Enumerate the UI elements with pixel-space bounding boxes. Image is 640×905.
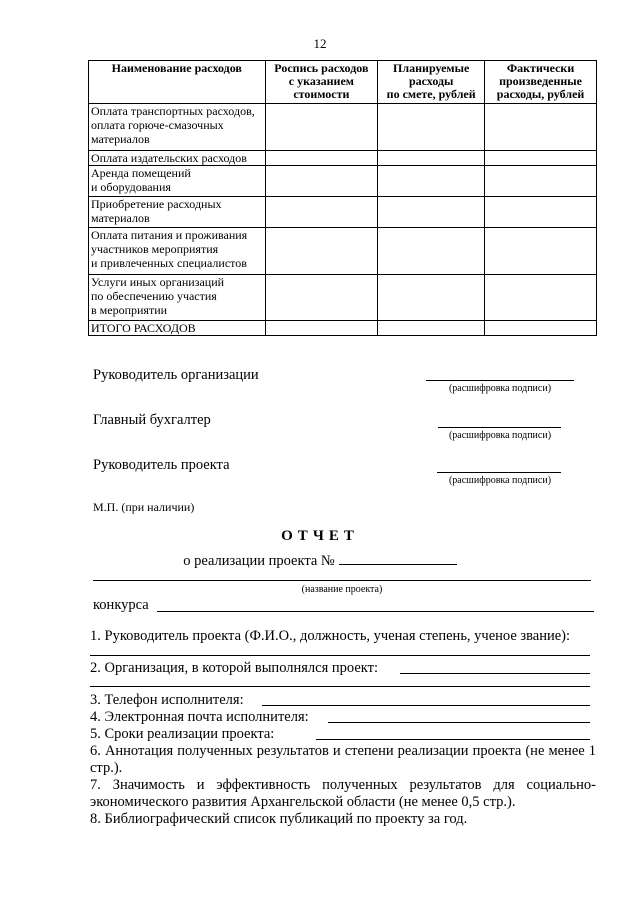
report-item-2: 2. Организация, в которой выполнялся проект: xyxy=(90,660,378,676)
report-item-5: 5. Сроки реализации проекта: xyxy=(90,726,275,742)
report-subtitle-text: о реализации проекта № xyxy=(183,553,335,569)
signature-line[interactable] xyxy=(438,427,561,428)
table-cell[interactable] xyxy=(485,321,597,336)
header-actual-expenses: Фактически произведенные расходы, рублей xyxy=(485,61,597,104)
stamp-note: М.П. (при наличии) xyxy=(93,500,195,514)
signature-line[interactable] xyxy=(426,380,574,381)
expenses-table xyxy=(88,60,597,336)
report-item-3: 3. Телефон исполнителя: xyxy=(90,692,244,708)
table-cell[interactable] xyxy=(485,197,597,228)
table-cell[interactable] xyxy=(378,275,485,321)
table-cell[interactable] xyxy=(265,228,378,275)
table-cell[interactable] xyxy=(485,166,597,197)
signature-line[interactable] xyxy=(437,472,561,473)
signature-hint: (расшифровка подписи) xyxy=(448,383,552,394)
project-name-hint: (название проекта) xyxy=(301,584,383,595)
report-item-7 xyxy=(90,777,596,811)
report-item-4: 4. Электронная почта исполнителя: xyxy=(90,709,309,725)
table-row xyxy=(89,166,597,197)
table-row xyxy=(89,151,597,166)
table-cell[interactable] xyxy=(265,275,378,321)
report-item-5-line[interactable] xyxy=(316,739,590,740)
table-cell[interactable] xyxy=(265,104,378,151)
table-cell[interactable] xyxy=(265,321,378,336)
page-number: 12 xyxy=(313,36,327,51)
report-item-8: 8. Библиографический список публикаций по проекту за год. xyxy=(90,811,468,827)
report-item-4-line[interactable] xyxy=(328,722,590,723)
row-label: Аренда помещений и оборудования xyxy=(89,166,266,197)
report-item-1-line[interactable] xyxy=(90,655,590,656)
row-label: Услуги иных организаций по обеспечению участия в мероприятии xyxy=(89,275,266,321)
signature-label-project-head: Руководитель проекта xyxy=(93,457,230,473)
table-cell[interactable] xyxy=(485,104,597,151)
report-item-3-line[interactable] xyxy=(262,705,590,706)
row-label: Оплата транспортных расходов, оплата горюче-смазочных материалов xyxy=(89,104,266,151)
signature-hint: (расшифровка подписи) xyxy=(448,475,552,486)
header-expense-name: Наименование расходов xyxy=(89,61,266,104)
table-cell[interactable] xyxy=(265,197,378,228)
table-row xyxy=(89,104,597,151)
report-item-7-text: 7. Значимость и эффективность полученных результатов для социально-экономического развития Архангельской области (не менее 0,5 стр.). xyxy=(90,777,596,810)
table-cell[interactable] xyxy=(485,275,597,321)
project-name-line[interactable] xyxy=(93,580,591,581)
table-row xyxy=(89,228,597,275)
table-cell[interactable] xyxy=(265,151,378,166)
contest-line[interactable] xyxy=(157,611,594,612)
row-label: Приобретение расходных материалов xyxy=(89,197,266,228)
table-cell[interactable] xyxy=(485,228,597,275)
report-item-6-text: 6. Аннотация полученных результатов и степени реализации проекта (не менее 1 стр.). xyxy=(90,743,596,776)
row-label: Оплата издательских расходов xyxy=(89,151,266,166)
row-label: Оплата питания и проживания участников мероприятия и привлеченных специалистов xyxy=(89,228,266,275)
table-cell[interactable] xyxy=(378,228,485,275)
table-row-total xyxy=(89,321,597,336)
row-label-total: ИТОГО РАСХОДОВ xyxy=(89,321,266,336)
report-title: ОТЧЕТ xyxy=(281,528,359,544)
report-item-1: 1. Руководитель проекта (Ф.И.О., должность, ученая степень, ученое звание): xyxy=(90,628,571,644)
signature-label-chief-accountant: Главный бухгалтер xyxy=(93,412,211,428)
report-subtitle xyxy=(0,551,640,570)
table-cell[interactable] xyxy=(378,197,485,228)
table-cell[interactable] xyxy=(378,166,485,197)
report-item-2-line[interactable] xyxy=(400,673,590,674)
table-cell[interactable] xyxy=(378,321,485,336)
report-item-2-line-extra[interactable] xyxy=(90,686,590,687)
signature-hint: (расшифровка подписи) xyxy=(448,430,552,441)
header-planned-expenses: Планируемые расходы по смете, рублей xyxy=(378,61,485,104)
contest-label: конкурса xyxy=(93,597,149,613)
header-cost-breakdown: Роспись расходов с указанием стоимости xyxy=(265,61,378,104)
table-row xyxy=(89,197,597,228)
table-row xyxy=(89,275,597,321)
table-cell[interactable] xyxy=(378,151,485,166)
table-cell[interactable] xyxy=(378,104,485,151)
project-number-field[interactable] xyxy=(339,551,457,565)
report-item-6 xyxy=(90,743,596,777)
table-cell[interactable] xyxy=(485,151,597,166)
signature-label-org-head: Руководитель организации xyxy=(93,367,259,383)
table-header-row xyxy=(89,61,597,104)
table-cell[interactable] xyxy=(265,166,378,197)
